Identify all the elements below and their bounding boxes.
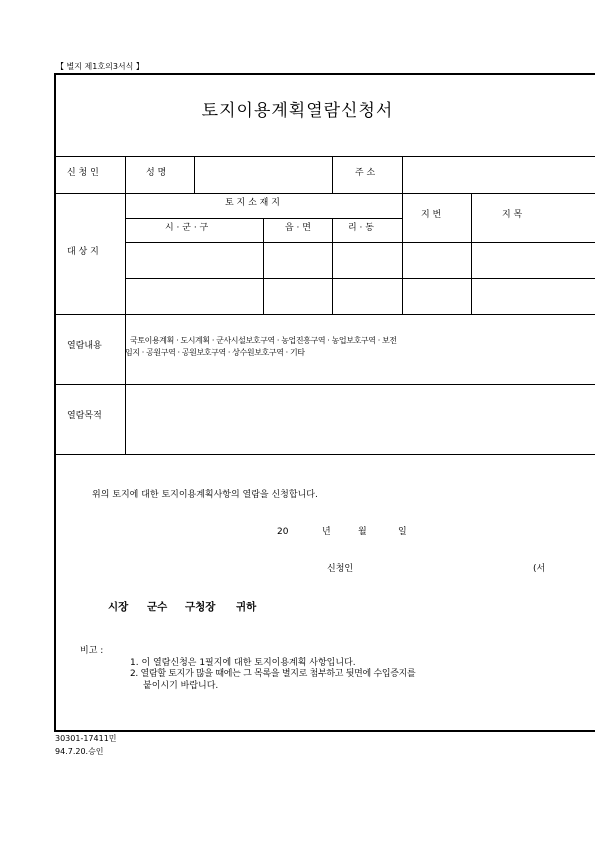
date-day-label: 일	[398, 527, 407, 537]
date-year-prefix: 20	[277, 527, 289, 537]
view-purpose-label: 열람목적	[67, 411, 102, 421]
column-jimok: 지 목	[502, 210, 523, 220]
column-jibeon: 지 번	[421, 210, 442, 220]
view-purpose-field[interactable]	[126, 388, 592, 450]
divider	[125, 242, 595, 243]
divider	[56, 454, 595, 455]
column-sigungu: 시 · 군 · 구	[165, 223, 209, 233]
divider	[56, 193, 595, 194]
note-item-2: 2. 열람할 토지가 많을 때에는 그 목록을 별지로 첨부하고 뒷면에 수입증지를	[130, 669, 416, 679]
page-title: 토지이용계획열람신청서	[201, 101, 394, 121]
divider	[56, 314, 595, 315]
applicant-sign-label: 신청인	[327, 564, 354, 574]
target-row-label: 대 상 지	[67, 247, 99, 257]
divider	[56, 384, 595, 385]
addressee-county: 군수	[147, 601, 168, 613]
divider	[471, 193, 472, 314]
column-eupmyeon: 읍 · 면	[285, 223, 311, 233]
divider	[125, 278, 595, 279]
note-item-1: 1. 이 열람신청은 1필지에 대한 토지이용계획 사항입니다.	[130, 658, 356, 668]
addressee-mayor: 시장	[108, 601, 129, 613]
divider	[263, 218, 264, 314]
applicant-row-label: 신 청 인	[67, 168, 99, 178]
divider	[332, 218, 333, 314]
addressee-district: 구청장	[185, 601, 216, 613]
view-content-line2: 임지 · 공원구역 · 공원보호구역 · 상수원보호구역 · 기타	[125, 348, 305, 357]
name-field[interactable]	[195, 156, 331, 192]
date-month-label: 월	[358, 527, 367, 537]
divider	[402, 193, 403, 314]
form-number-label: 【 별지 제1호의3서식 】	[56, 62, 144, 71]
seal-mark: (서	[533, 564, 546, 574]
view-content-label: 열람내용	[67, 341, 102, 351]
notes-label: 비고 :	[80, 646, 104, 656]
column-ridong: 리 · 동	[348, 223, 374, 233]
land-location-header: 토 지 소 재 지	[225, 198, 280, 208]
declaration-text: 위의 토지에 대한 토지이용계획사항의 열람을 신청합니다.	[92, 490, 318, 500]
name-label: 성 명	[146, 168, 167, 178]
address-label: 주 소	[355, 168, 376, 178]
address-field[interactable]	[402, 156, 592, 192]
approval-date: 94.7.20.승인	[55, 747, 104, 756]
note-item-2-cont: 붙이시기 바랍니다.	[143, 681, 219, 691]
date-year-label: 년	[322, 527, 331, 537]
view-content-line1: 국토이용계획 · 도시계획 · 군사시설보호구역 · 농업진흥구역 · 농업보호구역 · 보전	[130, 336, 397, 345]
addressee-honorific: 귀하	[236, 601, 257, 613]
divider	[332, 156, 333, 193]
form-code: 30301-17411민	[55, 734, 117, 743]
